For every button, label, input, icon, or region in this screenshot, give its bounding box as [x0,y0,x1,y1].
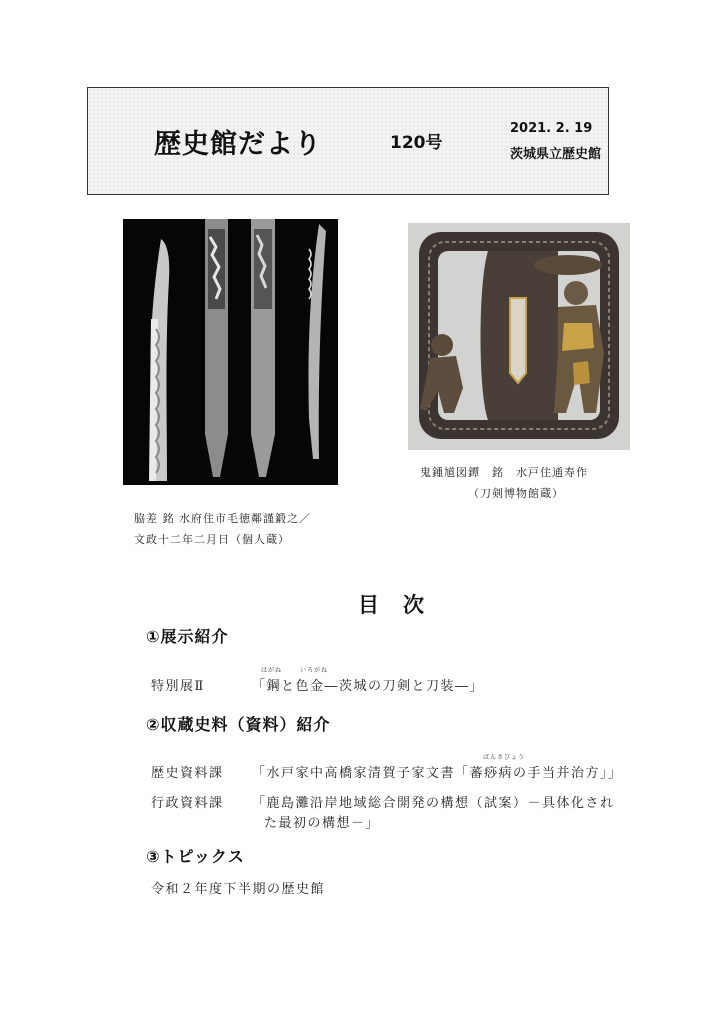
swords-photo [123,219,338,485]
swords-illustration [123,219,338,485]
entry-label-admin-dept: 行政資料課 [151,796,224,811]
entry-text-admin-dept: 「鹿島灘沿岸地域総合開発の構想（試案）－具体化され [252,796,615,811]
ruby-hagane: はがね [261,667,283,674]
publisher-name: 茨城県立歴史館 [510,147,602,162]
tsuba-photo [408,223,630,450]
swords-caption-line2: 文政十二年二月日（個人蔵） [134,533,290,546]
entry-text-admin-dept-cont: た最初の構想－」 [264,816,381,831]
publish-date: 2021. 2. 19 [510,121,593,136]
tsuba-illustration [408,223,630,450]
section-heading-exhibition: ①展示紹介 [146,627,229,646]
tsuba-caption-line2: （刀剣博物館蔵） [468,487,564,500]
section-heading-topics: ③トピックス [146,847,245,866]
entry-text-special-exhibition: 「鋼と色金―茨城の刀剣と刀装―」 [252,679,485,694]
entry-text-history-dept: 「水戸家中高橋家清賀子家文書「蕃痧病の手当并治方」」 [252,766,623,781]
entry-label-history-dept: 歴史資料課 [151,766,224,781]
entry-label-special-exhibition: 特別展Ⅱ [151,679,205,694]
ruby-irogane: いろがね [300,667,329,674]
tsuba-caption-line1: 鬼鍾馗図鐔 銘 水戸住通寿作 [420,466,588,479]
issue-number: 120号 [390,133,443,153]
toc-title: 目次 [358,593,448,617]
ruby-bansabyou: ばんさびょう [483,754,526,761]
entry-text-topics: 令和２年度下半期の歴史館 [151,882,326,897]
newsletter-title: 歴史館だより [154,129,322,160]
swords-caption-line1: 脇差 銘 水府住市毛徳鄰謹鍛之／ [134,512,311,525]
newsletter-header [87,87,609,195]
section-heading-collection: ②収蔵史料（資料）紹介 [146,715,331,734]
